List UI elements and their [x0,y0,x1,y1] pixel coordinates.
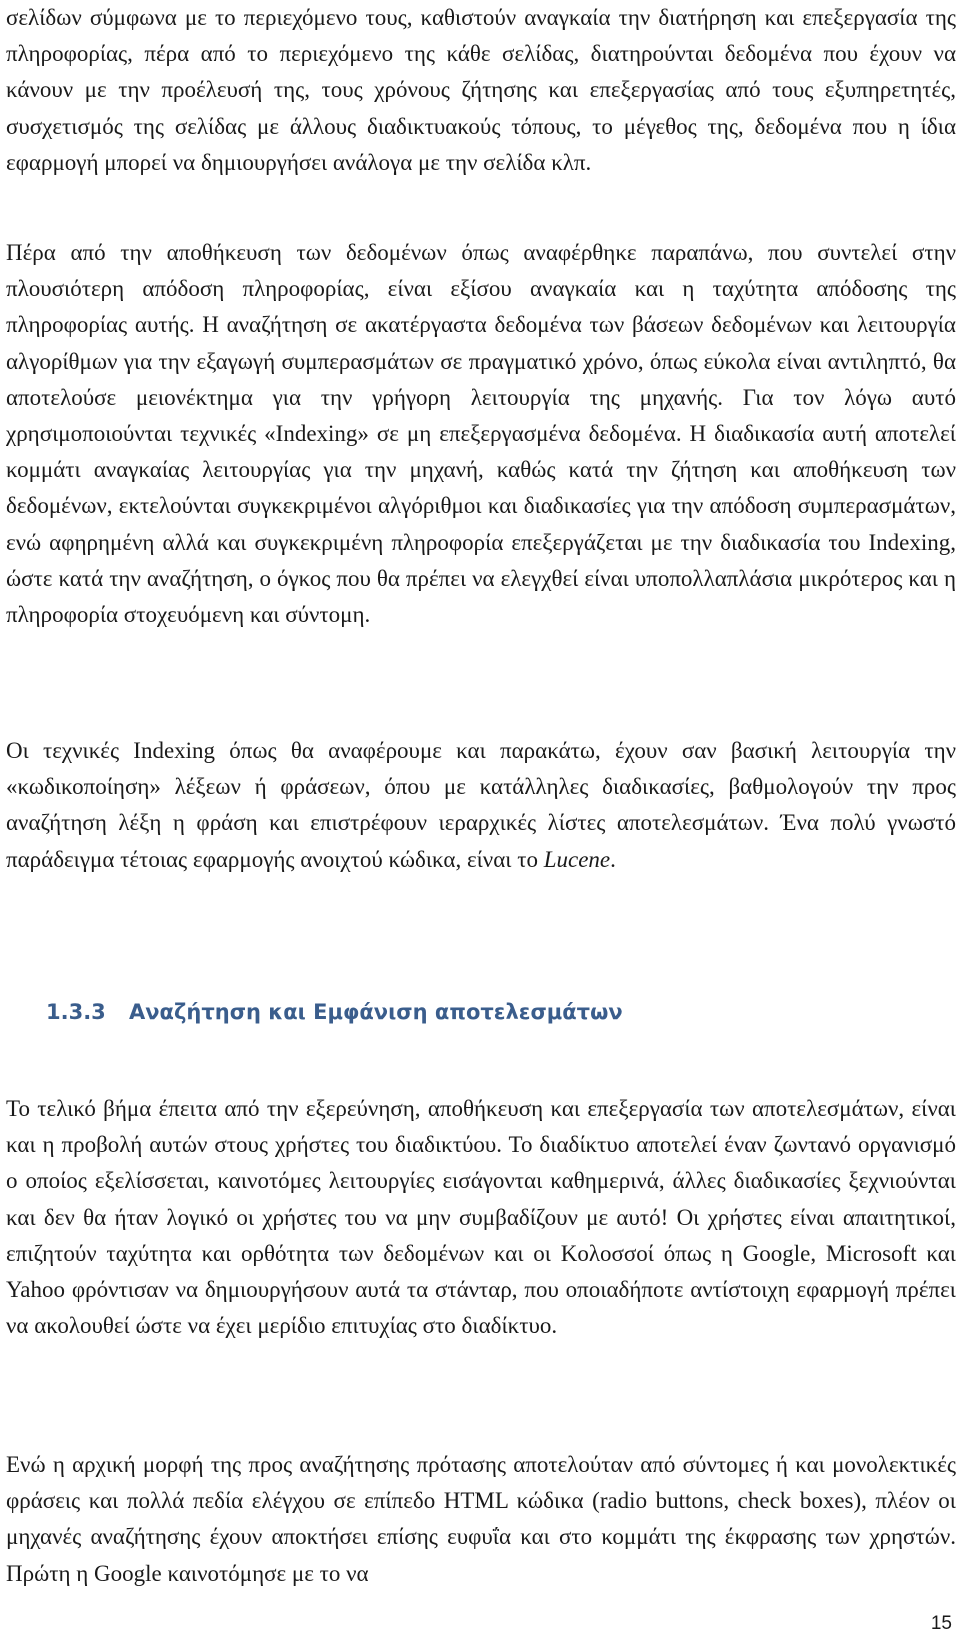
paragraph-indexing-techniques [6,733,956,878]
section-number: 1.3.3 [46,1000,106,1024]
paragraph-results-display [6,1091,956,1344]
section-heading [46,997,623,1027]
section-title: Αναζήτηση και Εμφάνιση αποτελεσμάτων [129,1000,623,1024]
paragraph-tail: . [610,846,616,872]
paragraph-text: Οι τεχνικές Indexing όπως θα αναφέρουμε και παρακάτω, έχουν σαν βασική λειτουργία την «κωδικοποίηση» λέξεων ή φράσεων, όπου με κατάλληλες διαδικασίες, βαθμολογούν την προς αναζήτηση λέξη η φράση και επιστρέφουν ιεραρχικές λίστες αποτελεσμάτων. Ένα πολύ γνωστό παράδειγμα τέτοιας εφαρμογής ανοιχτού κώδικα, είναι το [6,738,956,872]
paragraph-indexing-speed [6,235,956,633]
paragraph-text: σελίδων σύμφωνα με το περιεχόμενο τους, καθιστούν αναγκαία την διατήρηση και επεξεργασία της πληροφορίας, πέρα από το περιεχόμενο της κάθε σελίδας, διατηρούνται δεδομένα που έχουν να κάνουν με την προέλευσή της, τους χρόνους ζήτησης και επεξεργασίας από τους εξυπηρετητές, συσχετισμός της σελίδας με άλλους διαδικτυακούς τόπους, το μέγεθος της, δεδομένα που η ίδια εφαρμογή μπορεί να δημιουργήσει ανάλογα με την σελίδα κλπ. [6,5,956,175]
page-number: 15 [930,1613,952,1634]
lucene-term: Lucene [543,846,611,872]
paragraph-query-evolution [6,1447,956,1592]
paragraph-text: Ενώ η αρχική μορφή της προς αναζήτησης πρότασης αποτελούταν από σύντομες ή και μονολεκτικές φράσεις και πολλά πεδία ελέγχου σε επίπεδο HTML κώδικα (radio buttons, check boxes), πλέον οι μηχανές αναζήτησης έχουν αποκτήσει επίσης ευφυΐα και στο κομμάτι της έκφρασης των χρηστών. Πρώτη η Google καινοτόμησε με το να [6,1452,956,1586]
paragraph-data-preservation [6,0,956,181]
paragraph-text: Το τελικό βήμα έπειτα από την εξερεύνηση, αποθήκευση και επεξεργασία των αποτελεσμάτων, είναι και η προβολή αυτών στους χρήστες του διαδικτύου. Το διαδίκτυο αποτελεί έναν ζωντανό οργανισμό ο οποίος εξελίσσεται, καινοτόμες λειτουργίες εισάγονται καθημερινά, άλλες διαδικασίες ξεχνιούνται και δεν θα ήταν λογικό οι χρήστες του να μην συμβαδίζουν με αυτό! Οι χρήστες είναι απαιτητικοί, επιζητούν ταχύτητα και ορθότητα των δεδομένων και οι Κολοσσοί όπως η Google, Microsoft και Yahoo φρόντισαν να δημιουργήσουν αυτά τα στάνταρ, που οποιαδήποτε αντίστοιχη εφαρμογή πρέπει να ακολουθεί ώστε να έχει μερίδιο επιτυχίας στο διαδίκτυο. [6,1096,956,1339]
paragraph-text: Πέρα από την αποθήκευση των δεδομένων όπως αναφέρθηκε παραπάνω, που συντελεί στην πλουσιότερη απόδοση πληροφορίας, είναι εξίσου αναγκαία και η ταχύτητα απόδοσης της πληροφορίας αυτής. Η αναζήτηση σε ακατέργαστα δεδομένα των βάσεων δεδομένων και λειτουργία αλγορίθμων για την εξαγωγή συμπερασμάτων σε πραγματικό χρόνο, όπως εύκολα είναι αντιληπτό, θα αποτελούσε μειονέκτημα για την γρήγορη λειτουργία της μηχανής. Για τον λόγω αυτό χρησιμοποιούνται τεχνικές «Indexing» σε μη επεξεργασμένα δεδομένα. Η διαδικασία αυτή αποτελεί κομμάτι αναγκαίας λειτουργίας για την μηχανή, καθώς κατά την ζήτηση και αποθήκευση των δεδομένων, εκτελούνται συγκεκριμένοι αλγόριθμοι και διαδικασίες για την απόδοση συμπερασμάτων, ενώ αφηρημένη αλλά και συγκεκριμένη πληροφορία επεξεργάζεται με την διαδικασία του Indexing, ώστε κατά την αναζήτηση, ο όγκος που θα πρέπει να ελεγχθεί είναι υποπολλαπλάσια μικρότερος και η πληροφορία στοχευόμενη και σύντομη. [6,240,956,628]
